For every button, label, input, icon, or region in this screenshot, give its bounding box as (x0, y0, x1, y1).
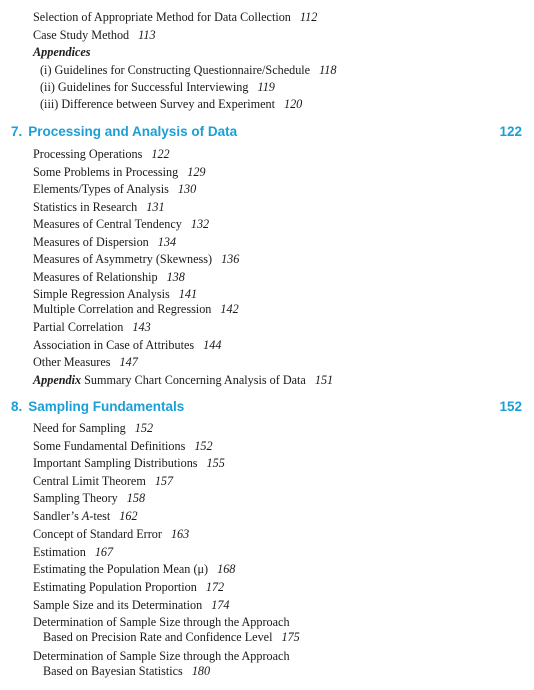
entry-page: 118 (319, 63, 337, 77)
toc-entry (33, 287, 197, 301)
entry-title: Need for Sampling (33, 421, 126, 435)
entry-page: 151 (314, 373, 334, 387)
entry-page: 162 (119, 509, 138, 523)
toc-entry (33, 270, 185, 284)
chapter-number: 7. (11, 124, 23, 139)
entry-title: Estimating Population Proportion (33, 580, 197, 594)
appendix-entry (40, 63, 337, 77)
entry-page: 167 (94, 545, 114, 559)
entry-page: 120 (283, 97, 303, 111)
entry-title: Simple Regression Analysis (33, 287, 170, 301)
appendix-entry (33, 373, 333, 387)
toc-entry (33, 28, 156, 42)
chapter-title: Processing and Analysis of Data (28, 124, 238, 139)
entry-page: 142 (220, 302, 239, 316)
toc-entry (33, 182, 196, 196)
entry-title: Determination of Sample Size through the Approach (33, 615, 290, 629)
entry-title: Estimation (33, 545, 86, 559)
appendix-entry (40, 97, 302, 111)
toc-entry (33, 252, 239, 266)
entry-title: Estimating the Population Mean (μ) (33, 562, 209, 576)
appendix-entry (40, 80, 275, 94)
entry-title: (iii) Difference between Survey and Experiment (40, 97, 275, 111)
entry-title: Processing Operations (33, 147, 143, 161)
toc-entry (33, 10, 317, 24)
entry-title: Elements/Types of Analysis (33, 182, 169, 196)
entry-title: Other Measures (33, 355, 111, 369)
entry-title: Statistics in Research (33, 200, 138, 214)
entry-page: 144 (203, 338, 222, 352)
entry-title: Sandler’s (33, 509, 79, 523)
entry-page: 112 (299, 10, 318, 24)
chapter-page: 152 (499, 399, 522, 414)
entry-page: 143 (132, 320, 151, 334)
entry-page: 180 (191, 664, 211, 678)
entry-page: 129 (187, 165, 206, 179)
toc-entry (33, 598, 230, 612)
toc-entry (33, 165, 206, 179)
toc-entry (33, 474, 173, 488)
entry-title: Multiple Correlation and Regression (33, 302, 212, 316)
toc-entry (33, 355, 138, 369)
entry-page: 175 (281, 630, 300, 644)
entry-page: 168 (217, 562, 236, 576)
entry-page: 138 (166, 270, 185, 284)
entry-title: (i) Guidelines for Constructing Questionnaire/Schedule (40, 63, 311, 77)
entry-page: 155 (206, 456, 225, 470)
toc-entry (33, 527, 189, 541)
entry-page: 134 (157, 235, 177, 249)
entry-title: Sampling Theory (33, 491, 118, 505)
entry-page: 122 (151, 147, 170, 161)
toc-entry (33, 439, 213, 453)
toc-entry (33, 235, 176, 249)
toc-entry (33, 649, 290, 663)
appendices-heading: Appendices (33, 45, 91, 59)
toc-entry (33, 421, 153, 435)
entry-title: Sample Size and its Determination (33, 598, 203, 612)
toc-entry (33, 580, 224, 594)
appendix-label: Appendix (33, 373, 82, 387)
chapter-heading[interactable] (11, 124, 237, 140)
entry-title: Case Study Method (33, 28, 130, 42)
entry-title: Measures of Dispersion (33, 235, 149, 249)
entry-page: 131 (146, 200, 165, 214)
entry-page: 172 (205, 580, 225, 594)
chapter-heading[interactable] (11, 399, 184, 415)
entry-page: 132 (190, 217, 210, 231)
entry-page: 163 (170, 527, 190, 541)
toc-entry (33, 491, 145, 505)
entry-page: 130 (177, 182, 197, 196)
entry-title: Measures of Central Tendency (33, 217, 182, 231)
entry-title: Measures of Relationship (33, 270, 158, 284)
entry-title: Selection of Appropriate Method for Data Collection (33, 10, 291, 24)
toc-entry (33, 200, 165, 214)
toc-entry (33, 545, 113, 559)
entry-page: 158 (126, 491, 146, 505)
entry-page: 147 (119, 355, 138, 369)
toc-entry (33, 338, 221, 352)
chapter-number: 8. (11, 399, 23, 414)
toc-entry (33, 302, 239, 316)
entry-page: 119 (257, 80, 275, 94)
entry-page: 152 (194, 439, 213, 453)
entry-page: 113 (138, 28, 156, 42)
entry-title: Some Problems in Processing (33, 165, 179, 179)
entry-page: 141 (178, 287, 198, 301)
entry-page: 136 (221, 252, 240, 266)
entry-title: Concept of Standard Error (33, 527, 162, 541)
entry-title-italic: A (81, 509, 90, 523)
entry-title-suffix: -test (89, 509, 111, 523)
entry-title: Based on Bayesian Statistics (43, 664, 183, 678)
entry-page: 157 (154, 474, 174, 488)
toc-entry (33, 320, 151, 334)
chapter-title: Sampling Fundamentals (28, 399, 185, 414)
toc-entry (33, 456, 225, 470)
toc-entry-continuation (43, 630, 300, 644)
toc-entry (33, 147, 170, 161)
entry-page: 152 (134, 421, 154, 435)
entry-title: Determination of Sample Size through the Approach (33, 649, 290, 663)
entry-title: (ii) Guidelines for Successful Interviewing (40, 80, 249, 94)
entry-title: Central Limit Theorem (33, 474, 146, 488)
entry-title: Summary Chart Concerning Analysis of Data (84, 373, 306, 387)
chapter-page: 122 (499, 124, 522, 139)
entry-title: Some Fundamental Definitions (33, 439, 186, 453)
toc-entry (33, 509, 138, 523)
toc-entry (33, 217, 209, 231)
entry-title: Association in Case of Attributes (33, 338, 195, 352)
entry-title: Based on Precision Rate and Confidence Level (43, 630, 273, 644)
entry-title: Important Sampling Distributions (33, 456, 198, 470)
toc-entry (33, 562, 235, 576)
toc-entry (33, 615, 290, 629)
entry-page: 174 (211, 598, 230, 612)
entry-title: Measures of Asymmetry (Skewness) (33, 252, 213, 266)
toc-entry-continuation (43, 664, 210, 678)
entry-title: Partial Correlation (33, 320, 124, 334)
